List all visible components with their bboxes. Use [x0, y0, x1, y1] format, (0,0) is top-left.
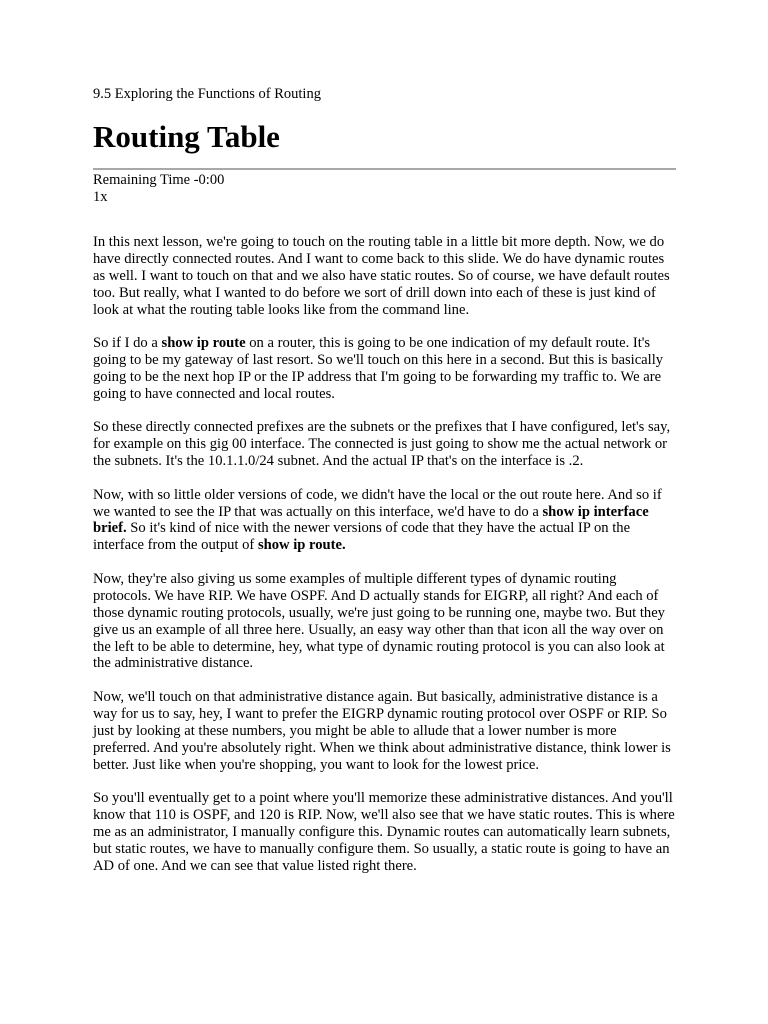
divider [93, 168, 676, 170]
command-text: show ip route [161, 335, 246, 352]
transcript-paragraph: So these directly connected prefixes are the subnets or the prefixes that I have configured, let's say, for example on this gig 00 interface. The connected is just going to show me the actual network or the subnets. It's the 10.1.1.0/24 subnet. And the actual IP that's on the interface is .2. [93, 419, 671, 470]
playback-speed-button[interactable]: 1x [93, 189, 108, 205]
text-run: Now, with so little older versions of code, we didn't have the local or the out route here. And so if we wanted to see the IP that was actually on this interface, we'd have to do a [93, 486, 662, 520]
transcript [93, 234, 676, 875]
media-player [93, 172, 676, 206]
transcript-paragraph: Now, we'll touch on that administrative distance again. But basically, administrative distance is a way for us to say, hey, I want to prefer the EIGRP dynamic routing protocol over OSPF or RIP. So just by looking at these numbers, you might be able to allude that a lower number is more preferred. And you're absolutely right. When we think about administrative distance, think lower is better. Just like when you're shopping, you want to look for the lowest price. [93, 688, 671, 773]
text-run: So it's kind of nice with the newer versions of code that they have the actual IP on the interface from the output of [93, 520, 631, 554]
text-run: So if I do a [93, 335, 162, 352]
transcript-paragraph: So you'll eventually get to a point where you'll memorize these administrative distances. And you'll know that 110 is OSPF, and 120 is RIP. Now, we'll also see that we have static routes. This is where me as an administrator, I manually configure this. Dynamic routes can automatically learn subnets, but static routes, we have to manually configure them. So usually, a static route is going to have an AD of one. And we can see that value listed right there. [93, 790, 675, 874]
command-text: show ip interface brief. [93, 503, 649, 537]
transcript-paragraph [93, 335, 676, 403]
remaining-time: Remaining Time -0:00 [93, 172, 225, 188]
transcript-paragraph: In this next lesson, we're going to touch on the routing table in a little bit more depth. Now, we do have directly connected routes. And I want to come back to this slide. We do have dynamic routes as well. I want to touch on that and we also have static routes. So of course, we have default routes too. But really, what I wanted to do before we sort of drill down into each of these is just kind of look at what the routing table looks like from the command line. [93, 234, 670, 318]
page-title: Routing Table [93, 119, 280, 154]
transcript-paragraph [93, 487, 676, 555]
command-text: show ip route. [257, 537, 346, 554]
transcript-paragraph: Now, they're also giving us some examples of multiple different types of dynamic routing protocols. We have RIP. We have OSPF. And D actually stands for EIGRP, all right? And each of those dynamic routing protocols, usually, we're just going to be running one, maybe two. But they give us an example of all three here. Usually, an easy way other than that icon all the way over on the left to be able to determine, hey, what type of dynamic routing protocol is you can also look at the administrative distance. [93, 570, 665, 672]
lesson-page [93, 84, 676, 891]
section-label: 9.5 Exploring the Functions of Routing [93, 86, 321, 102]
text-run: on a router, this is going to be one indication of my default route. It's going to be my gateway of last resort. So we'll touch on this here in a second. But this is basically going to be the next hop IP or the IP address that I'm going to be forwarding my traffic to. We are going to have connected and local routes. [93, 335, 664, 402]
